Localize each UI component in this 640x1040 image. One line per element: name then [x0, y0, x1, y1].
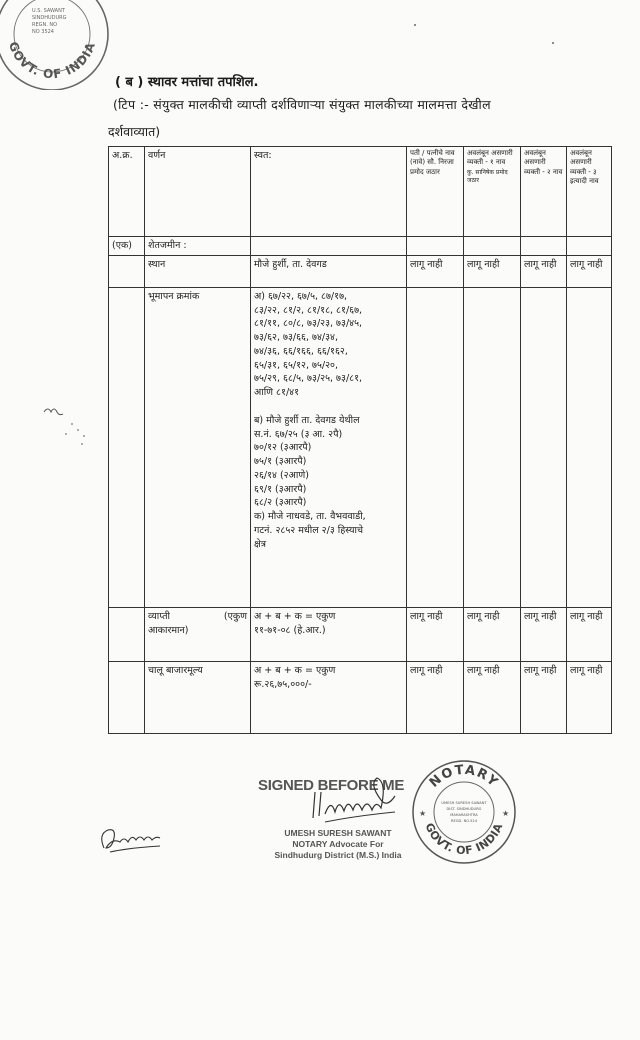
table-header-row [109, 147, 612, 237]
extent-label-b: (एकुण [223, 610, 247, 622]
stamp-bottom-inner-1: UMESH SURESH SAWANT [441, 801, 487, 805]
svg-text:GOVT. OF INDIA [6, 40, 98, 81]
speck [414, 24, 416, 26]
header-dependent-1 [464, 147, 521, 237]
survey-line: ६८/२ (३आरपै) [254, 497, 307, 509]
stamp-top-inner-3: REGN. NO [32, 22, 58, 28]
survey-line: ७५/२९, ६८/५, ७३/२५, ७३/८१, [254, 373, 363, 385]
table-row-extent [109, 607, 612, 661]
survey-line: ७५/१ (३आरपै) [254, 456, 307, 468]
stamp-top-inner-2: SINDHUDURG [32, 15, 67, 21]
table-row-market-value [109, 661, 612, 733]
survey-line: ७३/६२, ७३/६६, ७४/३४, [254, 332, 338, 344]
initials-signature [96, 822, 172, 858]
row-label: भूमापन क्रमांक [145, 287, 251, 607]
survey-line: क) मौजे नाधवडे, ता. वैभववाडी, [254, 511, 366, 523]
table-section-row [109, 237, 612, 256]
stamp-bottom-inner-3: MAHARASHTRA [450, 813, 478, 817]
cell-spouse: लागू नाही [407, 607, 464, 661]
survey-line: स.नं. ६७/२५ (३ आ. २पै) [254, 428, 343, 440]
survey-line: अ) ६७/२२, ६७/५, ८७/१७, [254, 290, 348, 302]
survey-line: ब) मौजे हुर्शी ता. देवगड येथील [254, 414, 360, 426]
stamp-bottom-inner-2: DIST. SINDHUDURG [446, 807, 482, 811]
stamp-bottom-bottom-text: GOVT. OF INDIA [422, 821, 506, 858]
section-title: शेतजमीन : [145, 237, 251, 256]
note-line-1: (टिप :- संयुक्त मालकीची व्याप्ती दर्शविणाऱ्या संयुक्त मालकीच्या मालमत्ता देखील [113, 97, 491, 112]
survey-line: ८३/२२, ८१/२, ८१/१८, ८१/६७, [254, 304, 363, 316]
notary-stamp-bottom [410, 758, 518, 866]
header-description: वर्णन [145, 147, 251, 237]
cell-survey-numbers [251, 287, 407, 607]
survey-line: ७४/३६, ६६/१६६, ६६/१६२, [254, 345, 348, 357]
header-dependent-2: अवलंबून असणारी व्यक्ती - २ नाव [521, 147, 567, 237]
notary-district: Sindhudurg District (M.S.) India [274, 850, 402, 861]
header-dependent-1-label: अवलंबून असणारी व्यक्ती - १ नाव [467, 149, 513, 167]
svg-text:★: ★ [419, 809, 427, 818]
cell-dependent-1: लागू नाही [464, 607, 521, 661]
table-row-location [109, 255, 612, 287]
signed-before-me: SIGNED BEFORE ME [258, 777, 405, 794]
notary-name: UMESH SURESH SAWANT [284, 828, 392, 838]
svg-text:NOTARY [427, 763, 502, 791]
margin-scribble [38, 400, 98, 450]
header-serial: अ.क्र. [109, 147, 145, 237]
note-line-2: दर्शवाव्यात) [108, 124, 161, 139]
cell-self: मौजे हुर्शी, ता. देवगड [251, 255, 407, 287]
cell-dependent-3: लागू नाही [567, 661, 612, 733]
row-label: स्थान [145, 255, 251, 287]
stamp-bottom-inner-4: REGD. NO.524 [451, 819, 477, 823]
section-serial: (एक) [109, 237, 145, 256]
survey-line: क्षेत्र [254, 538, 267, 550]
survey-line: २६/१४ (२आणे) [254, 469, 309, 481]
svg-text:★: ★ [502, 809, 510, 818]
notary-stamp-top [0, 0, 118, 90]
header-self: स्वत: [251, 147, 407, 237]
cell-spouse: लागू नाही [407, 661, 464, 733]
cell-self: अ + ब + क = एकुण रू.२६,७५,०००/- [251, 661, 407, 733]
cell-dependent-3: लागू नाही [567, 255, 612, 287]
notary-details [268, 828, 408, 861]
survey-line: ७०/१२ (३आरपै) [254, 442, 312, 454]
survey-line: ६५/३१, ६५/१२, ७५/२०, [254, 359, 338, 371]
stamp-top-inner-4: NO 3524 [32, 29, 54, 35]
header-spouse: पती / पत्नीचे नाव (नावे) सौ. निरजा प्रमोद जठार [407, 147, 464, 237]
cell-dependent-2: लागू नाही [521, 255, 567, 287]
svg-text:GOVT. OF INDIA [423, 821, 506, 857]
row-label [145, 607, 251, 661]
survey-line: आणि ८१/४१ [254, 387, 300, 399]
stamp-top-ring-text: GOVT. OF INDIA [5, 39, 99, 82]
immovable-assets-table [108, 146, 612, 734]
cell-dependent-1: लागू नाही [464, 661, 521, 733]
cell-dependent-3: लागू नाही [567, 607, 612, 661]
row-label: चालू बाजारमूल्य [145, 661, 251, 733]
table-row-survey [109, 287, 612, 607]
notary-signature [305, 770, 415, 830]
speck [552, 42, 554, 44]
cell-dependent-2: लागू नाही [521, 607, 567, 661]
cell-spouse: लागू नाही [407, 255, 464, 287]
survey-line: ८१/११, ८०/८, ७३/२३, ७३/४५, [254, 318, 363, 330]
cell-dependent-2: लागू नाही [521, 661, 567, 733]
survey-line: ६९/१ (३आरपै) [254, 483, 307, 495]
extent-label-c: आकारमान) [148, 624, 189, 636]
stamp-top-inner-1: U.S. SAWANT [32, 8, 65, 14]
header-dependent-3: अवलंबून असणारी व्यक्ती - ३ इत्यादी नाव [567, 147, 612, 237]
cell-self: अ + ब + क = एकुण ११-७१-०८ (हे.आर.) [251, 607, 407, 661]
section-heading: ( ब ) स्थावर मत्तांचा तपशिल. [115, 75, 259, 90]
cell-dependent-1: लागू नाही [464, 255, 521, 287]
survey-line: गटनं. २८५२ मधील २/३ हिस्याचे [254, 525, 363, 537]
stamp-bottom-top-text: NOTARY [426, 762, 502, 791]
extent-label-a: व्याप्ती [148, 610, 171, 622]
header-dependent-1-name: कु. सानिषेक प्रमोद जठार [467, 168, 508, 184]
notary-title: NOTARY Advocate For [292, 839, 384, 850]
